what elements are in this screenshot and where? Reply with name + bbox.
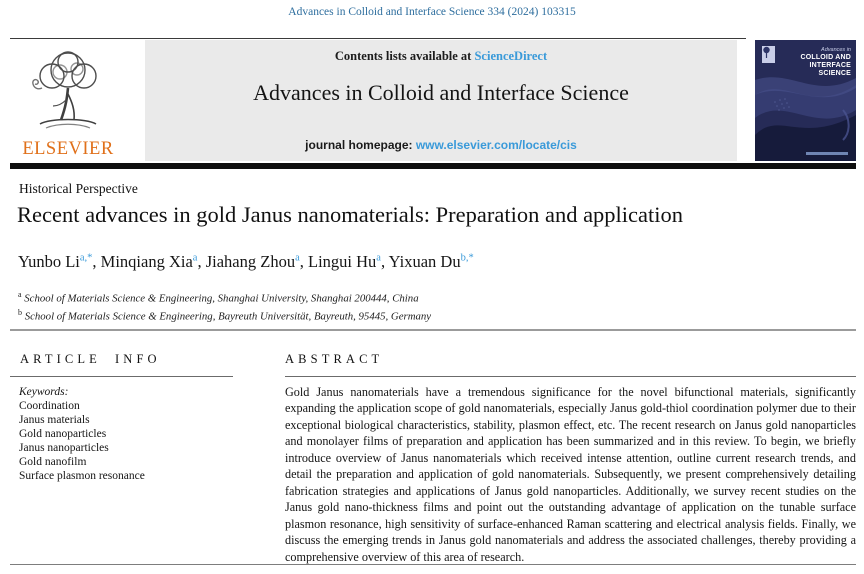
- section-divider: [10, 329, 856, 331]
- abstract-text: Gold Janus nanomaterials have a tremendous significance for the novel bifunctional materials, significantly expanding the application scope of gold nanomaterials, especially Janus gold-thiol coordination polymer due to their exceptional biological characteristics, stability, plasmon effect, etc. The recent research on Janus gold nanoparticles and monolayer films of preparation and application has been summarized and in this review. To begin, we briefly introduce overview of Janus nanomaterials which received intense attention, outline current research trends, and detail the preparation and application of gold nanomaterials. Subsequently, we present comprehensively detailing fabrication strategies and applications of Janus gold nanoparticles. Additionally, we survey recent studies on the Janus gold nano-thickness films and point out the outstanding advantage of application on the tunable surface plasmon resonance, high sensitivity of surface-enhanced Raman scattering and electrical analysis fields. Finally, we discuss the emerging trends in Janus gold nanomaterials and address the associated challenges, thereby providing a comprehensive overview of this area of research.: [285, 385, 856, 564]
- author-name: Jiahang Zhou: [205, 252, 296, 271]
- cover-title-line1: COLLOID AND: [800, 54, 851, 61]
- affiliation-line: [18, 306, 838, 324]
- journal-banner: [145, 40, 737, 161]
- journal-title: Advances in Colloid and Interface Science: [253, 80, 629, 105]
- article-info-rule: [10, 376, 233, 377]
- authors-line: [18, 252, 838, 272]
- keyword-item: Gold nanoparticles: [19, 428, 107, 440]
- author-name: Yunbo Li: [18, 252, 80, 271]
- cover-emblem-icon: [762, 46, 775, 63]
- keywords-label: Keywords:: [19, 386, 69, 398]
- author: [101, 252, 198, 271]
- author-name: Lingui Hu: [308, 252, 377, 271]
- author-separator: ,: [380, 252, 389, 271]
- keyword-item: Coordination: [19, 400, 80, 412]
- author-separator: ,: [197, 252, 206, 271]
- author: [389, 252, 474, 271]
- affiliations: [18, 288, 838, 323]
- affiliation-text: School of Materials Science & Engineering, Shanghai University, Shanghai 200444, China: [21, 292, 419, 305]
- author-superscript: a: [376, 252, 381, 264]
- cover-title-line3: SCIENCE: [818, 70, 851, 77]
- author: [308, 252, 381, 271]
- author-separator: ,: [92, 252, 101, 271]
- affiliation-superscript: b: [18, 307, 22, 317]
- article-title: Recent advances in gold Janus nanomaterials: Preparation and application: [17, 202, 684, 227]
- affiliation-line: [18, 288, 838, 306]
- cover-footer-text: [806, 152, 848, 155]
- contents-prefix: Contents lists available at: [334, 49, 475, 63]
- abstract-heading: ABSTRACT: [285, 352, 384, 366]
- cover-title-line2: INTERFACE: [809, 62, 851, 69]
- header-rule-thick: [10, 163, 856, 169]
- elsevier-wordmark: ELSEVIER: [22, 139, 114, 159]
- author: [206, 252, 300, 271]
- elsevier-tree-icon: [16, 44, 120, 136]
- author-separator: ,: [299, 252, 308, 271]
- keyword-item: Surface plasmon resonance: [19, 470, 145, 482]
- author-superscript: b,*: [460, 252, 474, 264]
- footer-rule: [10, 564, 856, 565]
- homepage-link[interactable]: www.elsevier.com/locate/cis: [415, 138, 577, 152]
- keywords-block: [19, 385, 249, 483]
- abstract-rule: [285, 376, 856, 377]
- author-name: Yixuan Du: [388, 252, 461, 271]
- affiliation-superscript: a: [18, 290, 22, 299]
- author-superscript: a: [192, 252, 198, 264]
- keyword-item: Janus nanoparticles: [19, 442, 109, 454]
- header-rule-top: [10, 38, 746, 39]
- homepage-line: [145, 138, 737, 152]
- contents-line: [145, 49, 737, 64]
- author-superscript: a,*: [79, 252, 93, 264]
- sciencedirect-link[interactable]: ScienceDirect: [474, 49, 548, 63]
- elsevier-logo: [16, 44, 120, 160]
- cover-text: [800, 47, 851, 78]
- homepage-prefix: journal homepage:: [305, 138, 416, 152]
- author: [18, 252, 92, 271]
- article-info-heading: ARTICLE INFO: [20, 352, 161, 366]
- running-head-citation: Advances in Colloid and Interface Science 334 (2024) 103315: [288, 6, 576, 18]
- affiliation-text: School of Materials Science & Engineering, Bayreuth Universität, Bayreuth, 95445, Germany: [22, 310, 432, 323]
- article-category: Historical Perspective: [19, 181, 138, 196]
- keyword-item: Gold nanofilm: [19, 456, 87, 468]
- author-name: Minqiang Xia: [100, 252, 193, 271]
- cover-tagline: Advances in: [821, 47, 851, 53]
- keyword-item: Janus materials: [19, 414, 90, 426]
- journal-cover: [755, 40, 856, 161]
- author-superscript: a: [295, 252, 300, 264]
